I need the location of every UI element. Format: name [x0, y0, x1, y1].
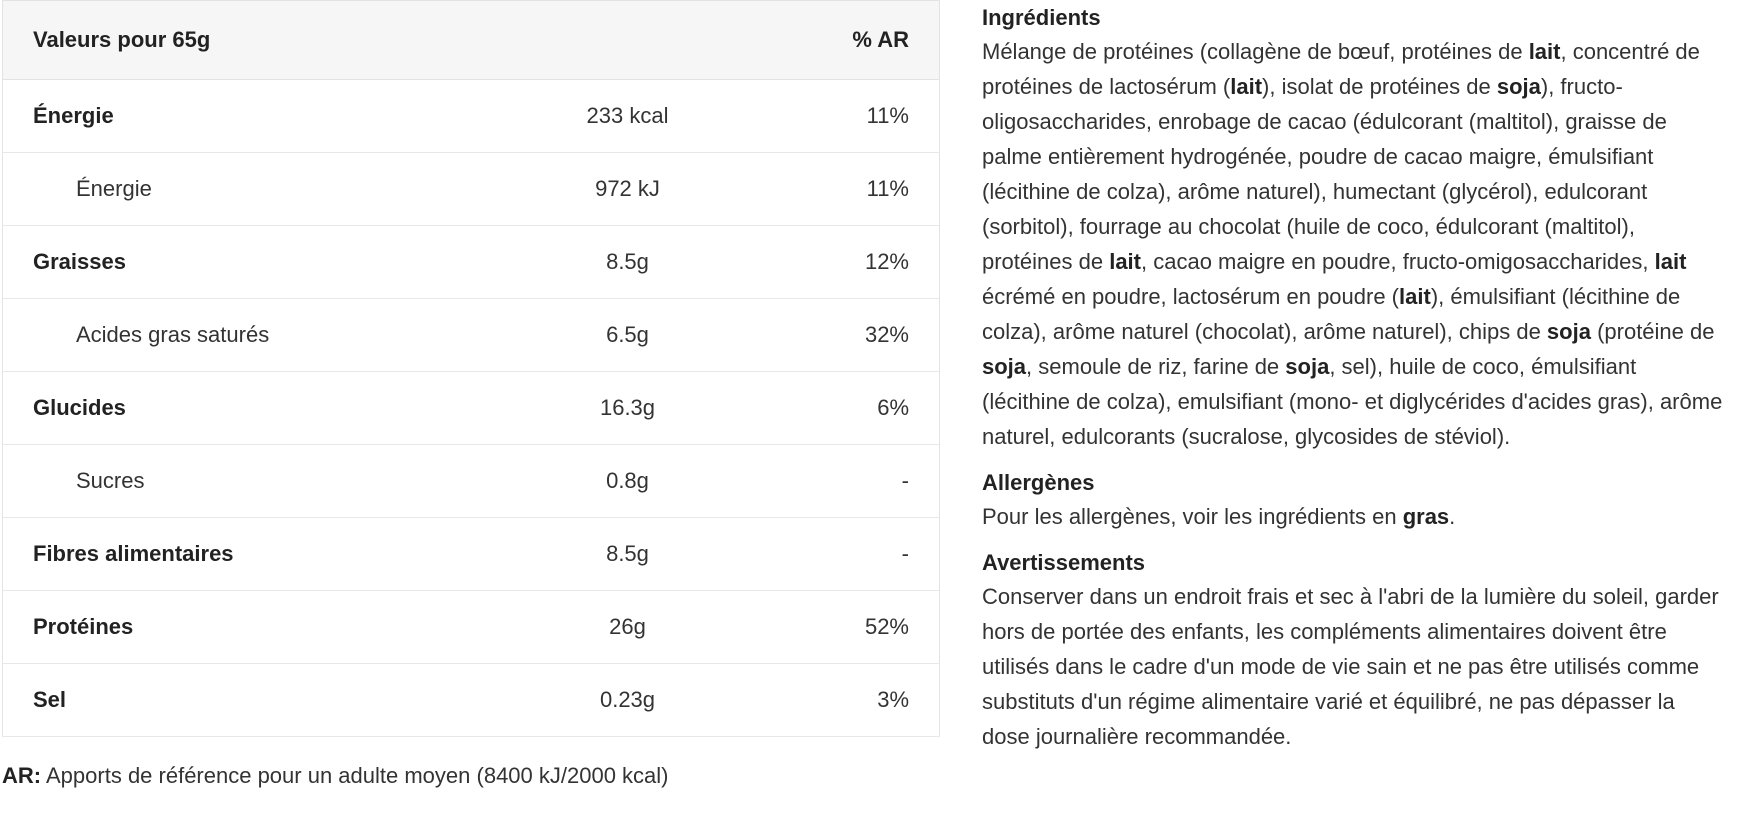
text-segment: , sel), huile de coco, émulsifiant (lécithine de colza), emulsifiant (mono- et diglycérides d'acides gras), arôme naturel, edulcorants (sucralose, glycosides de stéviol).	[982, 354, 1723, 449]
table-row	[3, 445, 940, 518]
table-row	[3, 664, 940, 737]
header-value	[478, 1, 778, 80]
table-row	[3, 80, 940, 153]
allergens-section	[982, 467, 1727, 534]
nutrient-value: 972 kJ	[478, 153, 778, 226]
table-row	[3, 591, 940, 664]
nutrition-rows	[3, 80, 940, 737]
table-row	[3, 299, 940, 372]
text-segment: , cacao maigre en poudre, fructo-omigosaccharides,	[1141, 249, 1655, 274]
nutrient-pct: 6%	[778, 372, 940, 445]
product-info	[982, 0, 1727, 754]
allergen-highlight: lait	[1654, 249, 1687, 274]
nutrient-value: 233 kcal	[478, 80, 778, 153]
nutrient-name: Fibres alimentaires	[3, 518, 478, 591]
nutrient-pct: -	[778, 518, 940, 591]
nutrient-name: Sel	[3, 664, 478, 737]
text-segment: ), isolat de protéines de	[1262, 74, 1497, 99]
nutrient-pct: 52%	[778, 591, 940, 664]
warnings-title: Avertissements	[982, 550, 1146, 575]
nutrient-pct: 32%	[778, 299, 940, 372]
allergen-highlight: soja	[1496, 74, 1541, 99]
nutrient-value: 8.5g	[478, 518, 778, 591]
nutrient-name: Énergie	[3, 153, 478, 226]
nutrient-pct: 11%	[778, 80, 940, 153]
allergen-highlight: lait	[1230, 74, 1263, 99]
allergen-highlight: lait	[1528, 39, 1561, 64]
table-row	[3, 153, 940, 226]
text-segment: , semoule de riz, farine de	[1026, 354, 1286, 379]
table-row	[3, 226, 940, 299]
nutrient-value: 8.5g	[478, 226, 778, 299]
nutrient-value: 0.23g	[478, 664, 778, 737]
allergen-highlight: lait	[1109, 249, 1141, 274]
ar-footnote	[2, 761, 939, 791]
ingredients-text	[982, 34, 1727, 454]
nutrient-name: Glucides	[3, 372, 478, 445]
table-row	[3, 372, 940, 445]
nutrient-value: 26g	[478, 591, 778, 664]
nutrient-name: Acides gras saturés	[3, 299, 478, 372]
nutrient-pct: 11%	[778, 153, 940, 226]
allergen-highlight: soja	[982, 354, 1027, 379]
allergen-highlight: gras	[1402, 504, 1450, 529]
allergens-text	[982, 499, 1727, 534]
ingredients-title: Ingrédients	[982, 5, 1101, 30]
footnote-text: Apports de référence pour un adulte moyen (8400 kJ/2000 kcal)	[41, 763, 669, 788]
text-segment: écrémé en poudre, lactosérum en poudre (	[982, 284, 1400, 309]
header-pct: % AR	[778, 1, 940, 80]
footnote-label: AR:	[2, 763, 42, 788]
text-segment: ), émulsifiant (lécithine de colza), arôme naturel (chocolat), arôme naturel), chips de	[982, 284, 1681, 344]
nutrient-name: Énergie	[3, 80, 478, 153]
nutrient-pct: 12%	[778, 226, 940, 299]
text-segment: Mélange de protéines (collagène de bœuf, protéines de	[982, 39, 1529, 64]
ingredients-section	[982, 0, 1727, 454]
table-header-row	[3, 1, 940, 80]
nutrient-name: Sucres	[3, 445, 478, 518]
warnings-text: Conserver dans un endroit frais et sec à l'abri de la lumière du soleil, garder hors de portée des enfants, les compléments alimentaires doivent être utilisés dans le cadre d'un mode de vie sain et ne pas être utilisés comme substituts d'un régime alimentaire varié et équilibré, ne pas dépasser la dose journalière recommandée.	[982, 584, 1719, 749]
nutrient-pct: -	[778, 445, 940, 518]
text-segment: .	[1449, 504, 1456, 529]
nutrient-pct: 3%	[778, 664, 940, 737]
text-segment: Pour les allergènes, voir les ingrédients en	[982, 504, 1403, 529]
allergen-highlight: soja	[1546, 319, 1591, 344]
text-segment: , concentré de protéines de lactosérum (	[982, 39, 1700, 99]
nutrient-name: Graisses	[3, 226, 478, 299]
text-segment: ), fructo-oligosaccharides, enrobage de cacao (édulcorant (maltitol), graisse de palme entièrement hydrogénée, poudre de cacao maigre, émulsifiant (lécithine de colza), arôme naturel), humectant (glycérol), edulcorant (sorbitol), fourrage au chocolat (huile de coco, édulcorant (maltitol), protéines de	[982, 74, 1667, 274]
table-row	[3, 518, 940, 591]
text-segment: (protéine de	[1590, 319, 1715, 344]
header-label: Valeurs pour 65g	[3, 1, 478, 80]
allergens-title: Allergènes	[982, 470, 1095, 495]
nutrient-value: 0.8g	[478, 445, 778, 518]
nutrient-value: 6.5g	[478, 299, 778, 372]
warnings-section	[982, 547, 1727, 754]
nutrient-name: Protéines	[3, 591, 478, 664]
allergen-highlight: soja	[1285, 354, 1330, 379]
nutrition-table	[2, 0, 940, 737]
nutrition-panel	[2, 0, 939, 791]
allergen-highlight: lait	[1399, 284, 1431, 309]
nutrient-value: 16.3g	[478, 372, 778, 445]
